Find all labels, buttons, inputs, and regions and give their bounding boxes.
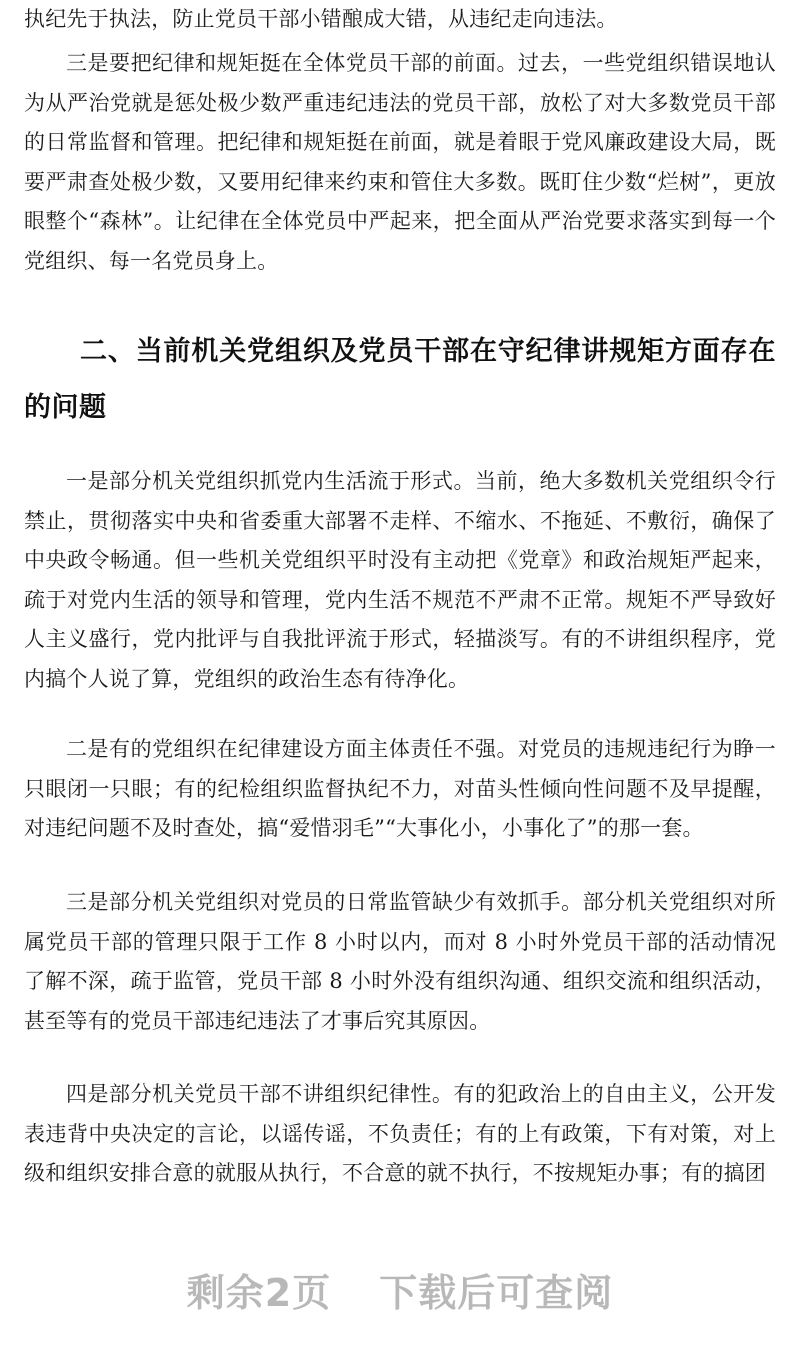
- section-heading: 二、当前机关党组织及党员干部在守纪律讲规矩方面存在的问题: [24, 336, 776, 423]
- paragraph-point-three: 三是要把纪律和规矩挺在全体党员干部的前面。过去，一些党组织错误地认为从严治党就是惩处极少数严重违纪违法的党员干部，放松了对大多数党员干部的日常监督和管理。把纪律和规矩挺在前面，就是着眼于党风廉政建设大局，既要严肃查处极少数，又要用纪律来约束和管住大多数。既盯住少数“烂树”，更放眼整个“森林”。让纪律在全体党员中严起来，把全面从严治党要求落实到每一个党组织、每一名党员身上。: [24, 51, 776, 273]
- paragraph-continuation: 执纪先于执法，防止党员干部小错酿成大错，从违纪走向违法。: [24, 7, 618, 31]
- download-prompt[interactable]: [0, 1262, 800, 1317]
- download-to-view-label: 下载后可查阅: [379, 1271, 614, 1315]
- paragraph-issue-four: 四是部分机关党员干部不讲组织纪律性。有的犯政治上的自由主义，公开发表违背中央决定的言论，以谣传谣，不负责任；有的上有政策，下有对策，对上级和组织安排合意的就服从执行，不合意的就不执行，不按规矩办事；有的搞团: [24, 1082, 776, 1185]
- paragraph-issue-three: 三是部分机关党组织对党员的日常监管缺少有效抓手。部分机关党组织对所属党员干部的管理只限于工作 8 小时以内，而对 8 小时外党员干部的活动情况了解不深，疏于监管，党员干部 8 小时外没有组织沟通、组织交流和组织活动，甚至等有的党员干部违纪违法了才事后究其原因。: [24, 890, 776, 1033]
- remaining-pages-label: 剩余2页: [186, 1271, 332, 1315]
- paragraph-issue-two: 二是有的党组织在纪律建设方面主体责任不强。对党员的违规违纪行为睁一只眼闭一只眼；有的纪检组织监督执纪不力，对苗头性倾向性问题不及早提醒，对违纪问题不及时查处，搞“爱惜羽毛”“大事化小，小事化了”的那一套。: [24, 737, 776, 840]
- paragraph-issue-one: 一是部分机关党组织抓党内生活流于形式。当前，绝大多数机关党组织令行禁止，贯彻落实中央和省委重大部署不走样、不缩水、不拖延、不敷衍，确保了中央政令畅通。但一些机关党组织平时没有主动把《党章》和政治规矩严起来，疏于对党内生活的领导和管理，党内生活不规范不严肃不正常。规矩不严导致好人主义盛行，党内批评与自我批评流于形式，轻描淡写。有的不讲组织程序，党内搞个人说了算，党组织的政治生态有待净化。: [24, 469, 776, 691]
